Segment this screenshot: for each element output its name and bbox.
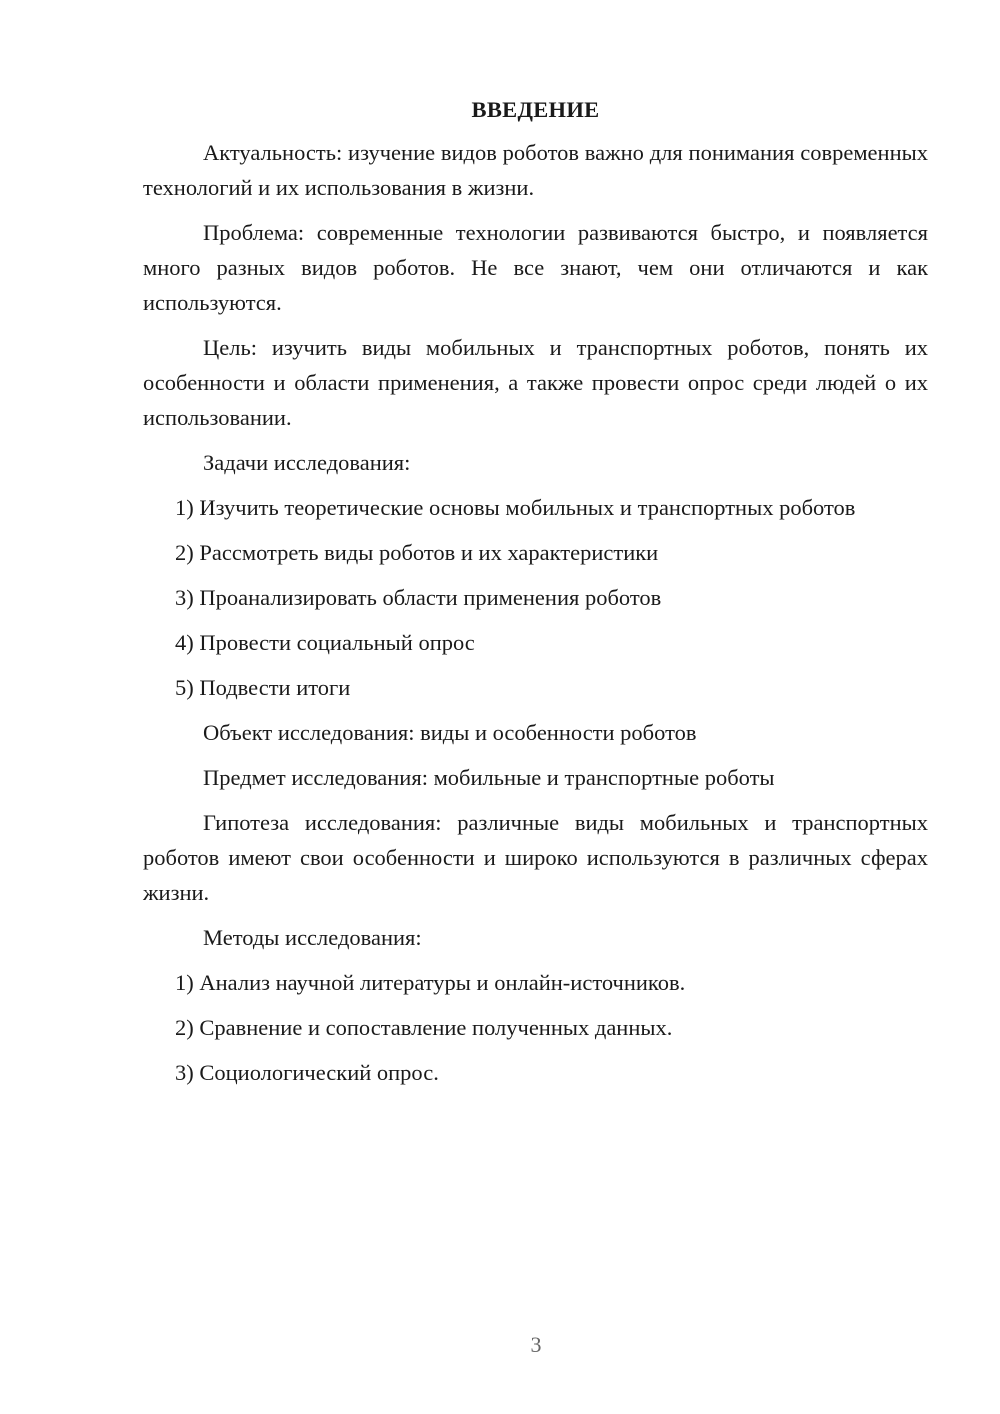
research-object: Объект исследования: виды и особенности роботов [203,720,697,745]
page-number: 3 [530,1332,542,1357]
relevance-paragraph: Актуальность: изучение видов роботов важно для понимания современных технологий и их использования в жизни. [143,140,928,200]
problem-paragraph: Проблема: современные технологии развиваются быстро, и появляется много разных видов роботов. Не все знают, чем они отличаются и как используются. [143,220,928,315]
goal-paragraph: Цель: изучить виды мобильных и транспортных роботов, понять их особенности и области применения, а также провести опрос среди людей о их использовании. [143,335,928,430]
task-item-3: 3) Проанализировать области применения роботов [175,585,662,610]
document-page [143,96,928,1100]
method-item-3: 3) Социологический опрос. [175,1060,439,1085]
task-item-1: 1) Изучить теоретические основы мобильных и транспортных роботов [175,495,856,520]
task-item-5: 5) Подвести итоги [175,675,351,700]
research-subject: Предмет исследования: мобильные и транспортные роботы [203,765,775,790]
methods-title: Методы исследования: [203,925,422,950]
task-item-4: 4) Провести социальный опрос [175,630,475,655]
method-item-2: 2) Сравнение и сопоставление полученных данных. [175,1015,673,1040]
task-item-2: 2) Рассмотреть виды роботов и их характеристики [175,540,659,565]
tasks-title: Задачи исследования: [203,450,411,475]
section-heading: ВВЕДЕНИЕ [471,97,600,122]
method-item-1: 1) Анализ научной литературы и онлайн-источников. [175,970,686,995]
hypothesis-paragraph: Гипотеза исследования: различные виды мобильных и транспортных роботов имеют свои особенности и широко используются в различных сферах жизни. [143,810,928,905]
